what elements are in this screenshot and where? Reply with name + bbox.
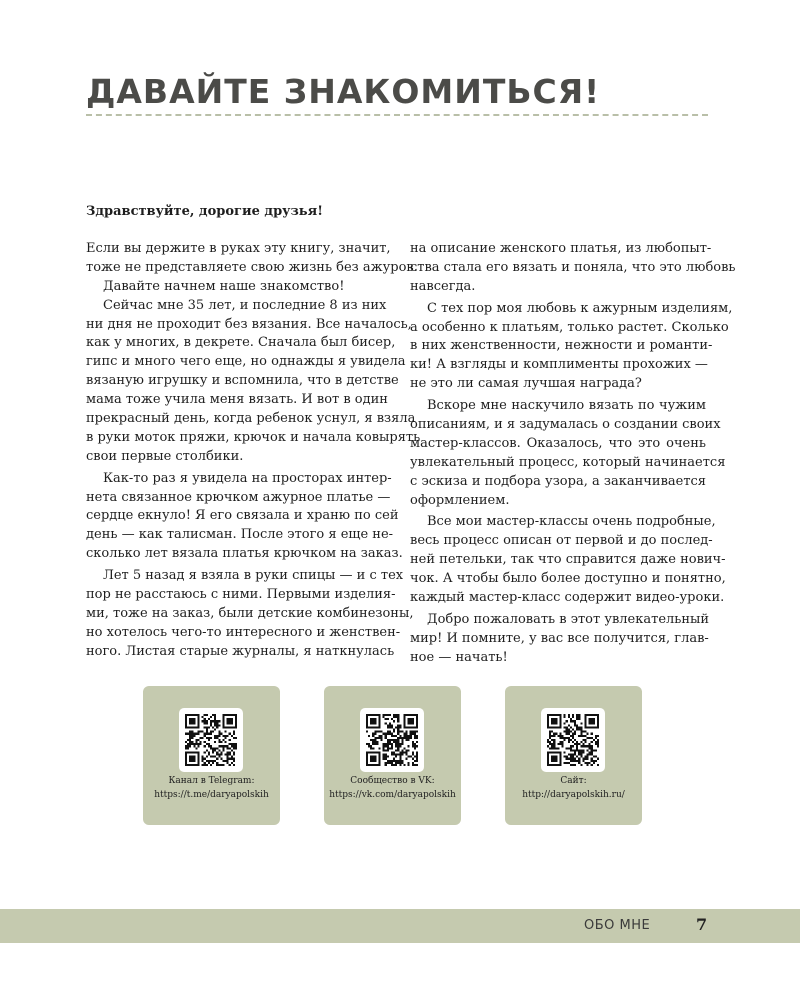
text-line: каждый мастер-класс содержит видео-уроки.: [410, 590, 725, 606]
text-line: но хотелось чего-то интересного и женствен-: [86, 624, 401, 640]
text-line: Вскоре мне наскучило вязать по чужим: [427, 398, 706, 414]
text-line: Если вы держите в руках эту книгу, значит,: [86, 241, 391, 256]
text-line: гипс и много чего еще, но однажды я увидела: [86, 354, 406, 370]
text-line: мама тоже учила меня вязать. И вот в один: [86, 392, 388, 408]
right-text-column: [410, 240, 736, 668]
text-line: Добро пожаловать в этот увлекательный: [427, 611, 710, 627]
text-line: увлекательный процесс, который начинается: [410, 454, 726, 470]
text-line: тоже не представляете свою жизнь без ажуров.: [86, 259, 418, 275]
text-line: ства стала его вязать и поняла, что это любовь: [410, 259, 736, 275]
text-line: ни дня не проходит без вязания. Все началось,: [86, 316, 412, 332]
qr-code-icon[interactable]: [179, 708, 243, 772]
greeting-heading: Здравствуйте, дорогие друзья!: [86, 204, 323, 219]
qr-card-site[interactable]: [505, 686, 642, 825]
page-title: ДАВАЙТЕ ЗНАКОМИТЬСЯ!: [86, 72, 601, 111]
left-text-column: [86, 240, 421, 662]
text-line: а особенно к платьям, только растет. Сколько: [410, 319, 729, 335]
text-line: пор не расстаюсь с ними. Первыми изделия-: [86, 587, 396, 603]
section-name: ОБО МНЕ: [584, 918, 651, 933]
qr-card-url[interactable]: http://daryapolskih.ru/: [522, 790, 625, 800]
text-line: оформлением.: [410, 492, 510, 508]
text-line: с эскиза и подбора узора, а заканчивается: [410, 473, 706, 489]
text-line: день — как талисман. После этого я еще не-: [86, 527, 394, 543]
footer-bar: [0, 909, 800, 943]
text-line: ного. Листая старые журналы, я наткнулась: [86, 643, 395, 659]
text-line: не это ли самая лучшая награда?: [410, 376, 642, 392]
text-line: ки! А взгляды и комплименты прохожих —: [410, 357, 708, 373]
qr-card-url[interactable]: https://vk.com/daryapolskih: [329, 790, 456, 800]
text-line: ми, тоже на заказ, были детские комбинезоны,: [86, 605, 414, 621]
text-line: нета связанное крючком ажурное платье —: [86, 489, 391, 505]
text-line: вязаную игрушку и вспомнила, что в детстве: [86, 373, 399, 389]
text-line: свои первые столбики.: [86, 448, 244, 464]
text-line: навсегда.: [410, 278, 476, 294]
qr-card-label: Сайт:: [560, 776, 587, 786]
text-line: Все мои мастер-классы очень подробные,: [427, 514, 716, 530]
qr-card-label: Канал в Telegram:: [168, 776, 255, 786]
text-line: Как-то раз я увидела на просторах интер-: [103, 470, 392, 486]
text-line: ней петельки, так что справится даже нович-: [410, 552, 726, 568]
text-line: сердце екнуло! Я его связала и храню по сей: [86, 508, 399, 524]
text-line: Лет 5 назад я взяла в руки спицы — и с тех: [103, 568, 404, 584]
text-line: мастер-классов. Оказалось, что это очень: [410, 435, 706, 451]
text-line: сколько лет вязала платья крючком на заказ.: [86, 546, 403, 562]
text-line: как у многих, в декрете. Сначала был бисер,: [86, 335, 396, 351]
page-number: 7: [696, 915, 708, 934]
text-line: чок. А чтобы было более доступно и понятно,: [410, 571, 726, 587]
qr-code-icon[interactable]: [360, 708, 424, 772]
qr-card-telegram[interactable]: [143, 686, 280, 825]
text-line: в них женственности, нежности и романти-: [410, 338, 713, 354]
qr-card-url[interactable]: https://t.me/daryapolskih: [154, 790, 269, 800]
text-line: на описание женского платья, из любопыт-: [410, 241, 712, 256]
text-line: Сейчас мне 35 лет, и последние 8 из них: [103, 297, 387, 313]
text-line: прекрасный день, когда ребенок уснул, я взяла: [86, 411, 416, 427]
text-line: ное — начать!: [410, 649, 508, 665]
title-divider: [86, 114, 708, 116]
qr-card-label: Сообщество в VK:: [350, 776, 435, 786]
text-line: весь процесс описан от первой и до послед-: [410, 533, 713, 549]
text-line: С тех пор моя любовь к ажурным изделиям,: [427, 300, 733, 316]
text-line: описаниям, и я задумалась о создании своих: [410, 417, 721, 433]
text-line: в руки моток пряжи, крючок и начала ковырять: [86, 429, 421, 445]
qr-code-icon[interactable]: [541, 708, 605, 772]
text-line: мир! И помните, у вас все получится, глав-: [410, 630, 709, 646]
qr-card-vk[interactable]: [324, 686, 461, 825]
text-line: Давайте начнем наше знакомство!: [103, 278, 345, 294]
